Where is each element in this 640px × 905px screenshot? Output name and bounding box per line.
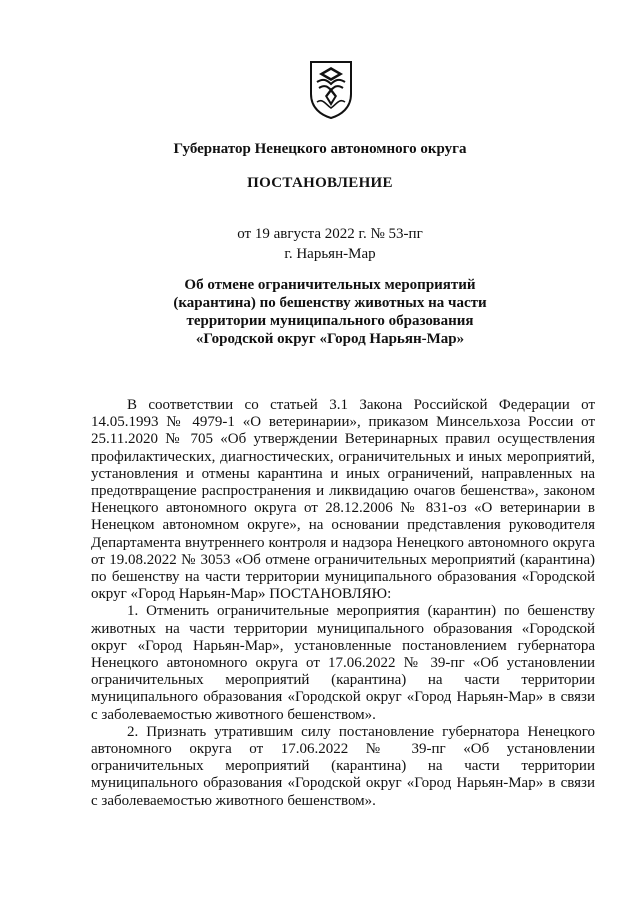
nenets-coat-of-arms-icon: [307, 58, 355, 120]
title-line: Об отмене ограничительных мероприятий: [184, 277, 476, 293]
title-line: территории муниципального образования: [186, 313, 474, 329]
clause-1-paragraph: 1. Отменить ограничительные мероприятия (карантин) по бешенству животных на части территории муниципального образования «Городской округ «Город Нарьян-Мар», установленные постановлением губернатора Ненецкого автономного округа от 17.06.2022 № 39-пг «Об установлении ограничительных мероприятий (карантина) на части территории муниципального образования «Городской округ «Город Нарьян-Мар» в связи с заболеваемостью животного бешенством».: [91, 603, 595, 723]
document-title: [150, 276, 510, 348]
preamble-paragraph: В соответствии со статьей 3.1 Закона Российской Федерации от 14.05.1993 № 4979-1 «О ветеринарии», приказом Минсельхоза России от 25.11.2020 № 705 «Об утверждении Ветеринарных правил осуществления профилактических, диагностических, ограничительных и иных мероприятий, установления и отмены карантина и иных ограничений, направленных на предотвращение распространения и ликвидацию очагов бешенства», законом Ненецкого автономного округа от 28.12.2006 № 831-оз «О ветеринарии в Ненецком автономном округе», на основании представления руководителя Департамента внутреннего контроля и надзора Ненецкого автономного округа от 19.08.2022 № 3053 «Об отмене ограничительных мероприятий (карантина) по бешенству на части территории муниципального образования «Городской округ «Город Нарьян-Мар» ПОСТАНОВЛЯЮ:: [91, 397, 595, 603]
document-type-heading: ПОСТАНОВЛЕНИЕ: [247, 175, 393, 191]
date-number-line: от 19 августа 2022 г. № 53-пг: [237, 226, 423, 242]
city-line: г. Нарьян-Мар: [284, 246, 376, 262]
document-body: [91, 397, 595, 810]
authority-heading: Губернатор Ненецкого автономного округа: [173, 141, 467, 157]
title-line: «Городской округ «Город Нарьян-Мар»: [195, 331, 465, 347]
clause-2-paragraph: 2. Признать утратившим силу постановление губернатора Ненецкого автономного округа от 17.06.2022 № 39-пг «Об установлении ограничительных мероприятий (карантина) на части территории муниципального образования «Городской округ «Город Нарьян-Мар» в связи с заболеваемостью животного бешенством».: [91, 723, 595, 809]
title-line: (карантина) по бешенству животных на части: [173, 295, 487, 311]
